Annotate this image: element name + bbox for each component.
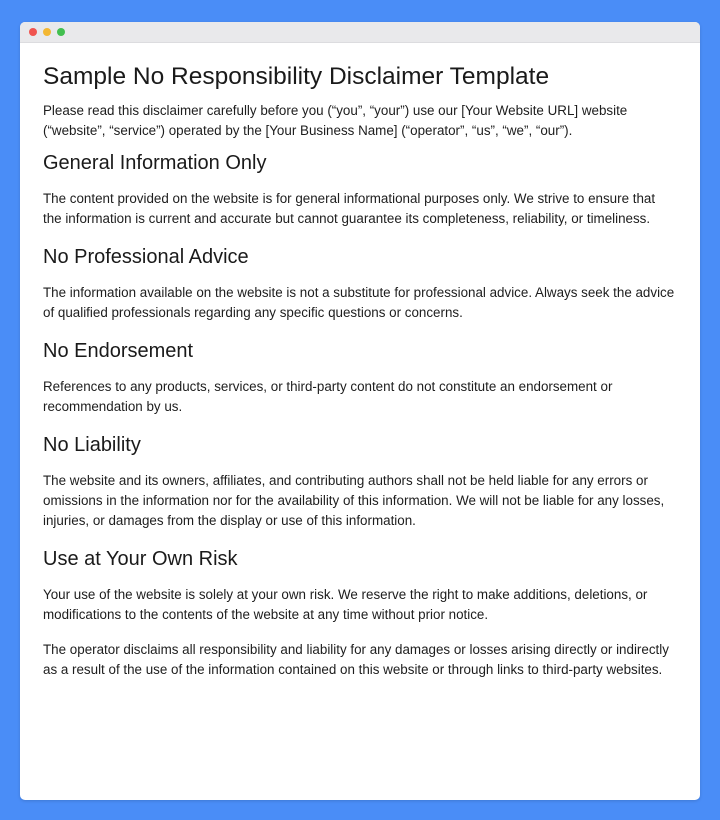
section-paragraph: The operator disclaims all responsibility and liability for any damages or losses arising directly or indirectly as a result of the use of the information contained on this website or through links to third-party websites. (43, 642, 669, 677)
maximize-window-icon[interactable] (57, 28, 65, 36)
section-heading: No Professional Advice (43, 246, 249, 268)
browser-window (20, 22, 700, 800)
window-titlebar (20, 22, 700, 43)
section-heading: No Endorsement (43, 340, 194, 362)
intro-paragraph: Please read this disclaimer carefully before you (“you”, “your”) use our [Your Website URL] website (“website”, “service”) operated by the [Your Business Name] (“operator”, “us”, “we”, “our”). (43, 103, 628, 138)
section-paragraph: Your use of the website is solely at your own risk. We reserve the right to make additions, deletions, or modifications to the contents of the website at any time without prior notice. (43, 587, 648, 622)
section-no-endorsement (43, 338, 677, 417)
minimize-window-icon[interactable] (43, 28, 51, 36)
section-paragraph: The information available on the website is not a substitute for professional advice. Always seek the advice of qualified professionals regarding any specific questions or concerns. (43, 285, 675, 320)
section-no-liability (43, 432, 677, 531)
close-window-icon[interactable] (29, 28, 37, 36)
section-paragraph: The content provided on the website is for general informational purposes only. We strive to ensure that the information is current and accurate but cannot guarantee its completeness, reliability, or timeliness. (43, 191, 656, 226)
section-general-information (43, 150, 677, 229)
document-body (20, 43, 700, 680)
section-heading: No Liability (43, 434, 141, 456)
section-paragraph: References to any products, services, or third-party content do not constitute an endorsement or recommendation by us. (43, 379, 613, 414)
section-no-professional-advice (43, 244, 677, 323)
page-title: Sample No Responsibility Disclaimer Template (43, 63, 550, 90)
section-paragraph: The website and its owners, affiliates, and contributing authors shall not be held liable for any errors or omissions in the information nor for the availability of this information. We will not be liable for any losses, injuries, or damages from the display or use of this information. (43, 473, 665, 528)
section-heading: Use at Your Own Risk (43, 548, 238, 570)
section-heading: General Information Only (43, 152, 267, 174)
section-use-at-own-risk (43, 546, 677, 680)
